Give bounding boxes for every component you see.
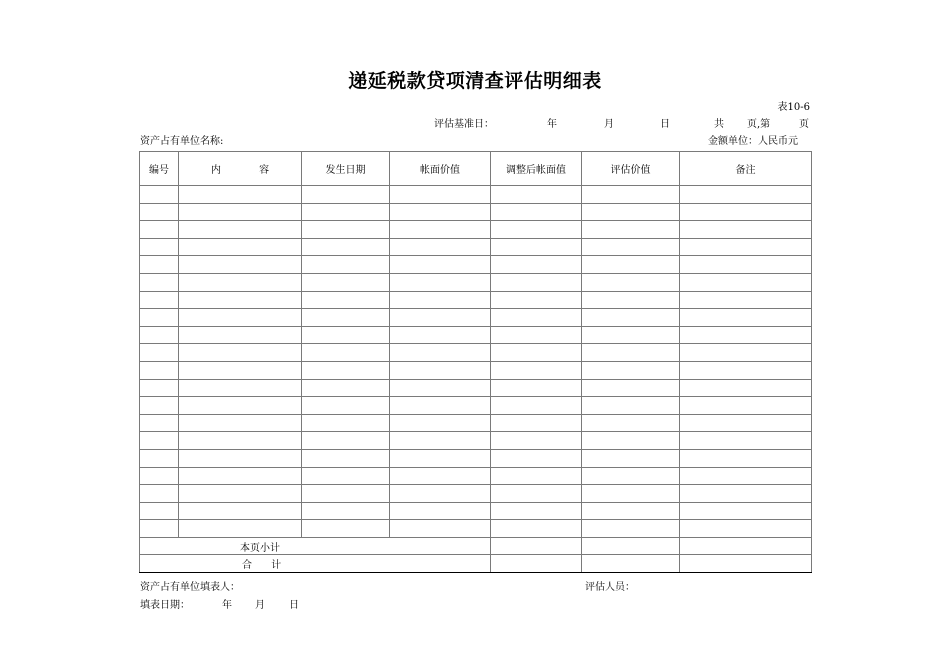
table-cell[interactable] <box>302 221 390 239</box>
table-cell[interactable] <box>302 361 390 379</box>
detail-table <box>139 151 812 573</box>
table-cell[interactable] <box>680 326 812 344</box>
table-row <box>140 467 812 485</box>
table-cell[interactable] <box>582 186 680 204</box>
column-header-book-value: 帐面价值 <box>390 152 491 186</box>
table-cell[interactable] <box>302 502 390 520</box>
table-cell[interactable] <box>302 203 390 221</box>
table-cell[interactable] <box>491 520 582 538</box>
table-cell[interactable] <box>680 238 812 256</box>
table-cell[interactable] <box>179 485 302 503</box>
table-cell[interactable] <box>302 238 390 256</box>
table-row <box>140 238 812 256</box>
table-cell[interactable] <box>390 414 491 432</box>
total-label: 合 计 <box>140 555 491 573</box>
table-cell[interactable] <box>582 537 680 555</box>
table-cell[interactable] <box>680 432 812 450</box>
table-row <box>140 273 812 291</box>
table-cell[interactable] <box>491 432 582 450</box>
table-cell[interactable] <box>179 238 302 256</box>
table-cell[interactable] <box>491 256 582 274</box>
table-cell[interactable] <box>491 485 582 503</box>
table-cell[interactable] <box>302 467 390 485</box>
table-cell[interactable] <box>680 485 812 503</box>
table-cell[interactable] <box>680 273 812 291</box>
table-cell[interactable] <box>680 397 812 415</box>
table-cell[interactable] <box>390 379 491 397</box>
table-cell[interactable] <box>680 186 812 204</box>
fill-date-year: 年 <box>222 600 232 611</box>
table-row <box>140 414 812 432</box>
table-cell[interactable] <box>390 309 491 327</box>
table-cell[interactable] <box>582 309 680 327</box>
eval-date-day: 日 <box>660 119 670 130</box>
table-cell[interactable] <box>179 291 302 309</box>
table-row <box>140 449 812 467</box>
table-cell[interactable] <box>302 414 390 432</box>
table-cell[interactable] <box>582 238 680 256</box>
table-cell[interactable] <box>302 432 390 450</box>
table-row <box>140 309 812 327</box>
table-cell[interactable] <box>582 273 680 291</box>
table-cell[interactable] <box>680 555 812 573</box>
table-number: 表10-6 <box>777 102 810 113</box>
table-cell[interactable] <box>140 449 179 467</box>
table-cell[interactable] <box>179 414 302 432</box>
table-cell[interactable] <box>491 186 582 204</box>
table-cell[interactable] <box>680 537 812 555</box>
table-cell[interactable] <box>390 203 491 221</box>
table-cell[interactable] <box>302 379 390 397</box>
table-cell[interactable] <box>680 256 812 274</box>
table-cell[interactable] <box>582 379 680 397</box>
table-row <box>140 485 812 503</box>
table-cell[interactable] <box>680 520 812 538</box>
table-row <box>140 432 812 450</box>
table-cell[interactable] <box>140 221 179 239</box>
table-cell[interactable] <box>140 273 179 291</box>
table-cell[interactable] <box>302 186 390 204</box>
table-cell[interactable] <box>491 326 582 344</box>
table-cell[interactable] <box>582 414 680 432</box>
table-row <box>140 344 812 362</box>
table-cell[interactable] <box>680 344 812 362</box>
table-body <box>140 186 812 573</box>
table-cell[interactable] <box>582 520 680 538</box>
table-cell[interactable] <box>140 467 179 485</box>
currency-unit: 金额单位：人民币元 <box>708 136 798 147</box>
table-cell[interactable] <box>582 467 680 485</box>
table-cell[interactable] <box>491 344 582 362</box>
table-cell[interactable] <box>390 326 491 344</box>
table-cell[interactable] <box>390 485 491 503</box>
table-cell[interactable] <box>140 238 179 256</box>
table-cell[interactable] <box>302 344 390 362</box>
table-cell[interactable] <box>680 291 812 309</box>
table-cell[interactable] <box>680 379 812 397</box>
table-cell[interactable] <box>680 309 812 327</box>
filler-label: 资产占有单位填表人： <box>140 582 240 593</box>
table-cell[interactable] <box>179 520 302 538</box>
table-cell[interactable] <box>140 520 179 538</box>
table-row <box>140 397 812 415</box>
column-header-adjusted-value: 调整后帐面值 <box>491 152 582 186</box>
table-cell[interactable] <box>302 291 390 309</box>
table-cell[interactable] <box>390 432 491 450</box>
table-cell[interactable] <box>179 221 302 239</box>
owner-name-label: 资产占有单位名称: <box>140 136 224 147</box>
page-label: 页 <box>799 119 809 130</box>
fill-date-day: 日 <box>289 600 299 611</box>
table-cell[interactable] <box>491 379 582 397</box>
table-cell[interactable] <box>680 361 812 379</box>
table-cell[interactable] <box>582 432 680 450</box>
table-cell[interactable] <box>680 449 812 467</box>
table-cell[interactable] <box>390 273 491 291</box>
table-cell[interactable] <box>179 203 302 221</box>
table-row <box>140 256 812 274</box>
table-cell[interactable] <box>582 203 680 221</box>
table-cell[interactable] <box>390 449 491 467</box>
table-cell[interactable] <box>582 449 680 467</box>
table-cell[interactable] <box>491 397 582 415</box>
table-cell[interactable] <box>140 502 179 520</box>
table-cell[interactable] <box>680 414 812 432</box>
eval-date-year: 年 <box>547 119 557 130</box>
table-cell[interactable] <box>302 520 390 538</box>
table-cell[interactable] <box>140 186 179 204</box>
table-cell[interactable] <box>582 397 680 415</box>
table-cell[interactable] <box>582 361 680 379</box>
table-cell[interactable] <box>140 203 179 221</box>
table-cell[interactable] <box>140 361 179 379</box>
fill-date-month: 月 <box>255 600 265 611</box>
table-cell[interactable] <box>302 485 390 503</box>
table-cell[interactable] <box>582 485 680 503</box>
table-row <box>140 520 812 538</box>
table-cell[interactable] <box>140 256 179 274</box>
table-cell[interactable] <box>491 502 582 520</box>
table-cell[interactable] <box>491 449 582 467</box>
table-cell[interactable] <box>582 502 680 520</box>
table-cell[interactable] <box>302 273 390 291</box>
table-cell[interactable] <box>390 467 491 485</box>
table-cell[interactable] <box>302 449 390 467</box>
table-cell[interactable] <box>491 537 582 555</box>
table-row <box>140 203 812 221</box>
table-cell[interactable] <box>582 344 680 362</box>
page-of-label: 页,第 <box>747 119 771 130</box>
table-row <box>140 186 812 204</box>
table-cell[interactable] <box>491 203 582 221</box>
table-cell[interactable] <box>582 326 680 344</box>
table-cell[interactable] <box>179 309 302 327</box>
table-row <box>140 361 812 379</box>
appraiser-label: 评估人员： <box>585 582 635 593</box>
table-row <box>140 379 812 397</box>
table-cell[interactable] <box>140 326 179 344</box>
page-title: 递延税款贷项清查评估明细表 <box>348 70 602 92</box>
table-cell[interactable] <box>140 397 179 415</box>
eval-date-month: 月 <box>604 119 614 130</box>
table-cell[interactable] <box>302 256 390 274</box>
table-cell[interactable] <box>491 361 582 379</box>
table-cell[interactable] <box>179 432 302 450</box>
fill-date-label: 填表日期： <box>140 600 190 611</box>
column-header-remarks: 备注 <box>680 152 812 186</box>
table-cell[interactable] <box>179 449 302 467</box>
table-cell[interactable] <box>582 291 680 309</box>
table-cell[interactable] <box>680 221 812 239</box>
column-header-content: 内 容 <box>179 152 302 186</box>
table-cell[interactable] <box>390 238 491 256</box>
table-cell[interactable] <box>582 256 680 274</box>
table-cell[interactable] <box>140 344 179 362</box>
table-cell[interactable] <box>582 555 680 573</box>
subtotal-label: 本页小计 <box>140 537 491 555</box>
table-header-row <box>140 152 812 186</box>
table-row <box>140 221 812 239</box>
table-cell[interactable] <box>179 379 302 397</box>
table-cell[interactable] <box>140 379 179 397</box>
table-cell[interactable] <box>390 256 491 274</box>
table-cell[interactable] <box>179 344 302 362</box>
table-cell[interactable] <box>140 432 179 450</box>
table-cell[interactable] <box>140 309 179 327</box>
table-row <box>140 291 812 309</box>
table-cell[interactable] <box>491 273 582 291</box>
table-cell[interactable] <box>491 238 582 256</box>
column-header-date: 发生日期 <box>302 152 390 186</box>
table-cell[interactable] <box>390 520 491 538</box>
table-cell[interactable] <box>390 291 491 309</box>
table-cell[interactable] <box>140 414 179 432</box>
table-cell[interactable] <box>179 502 302 520</box>
table-cell[interactable] <box>179 256 302 274</box>
column-header-appraised-value: 评估价值 <box>582 152 680 186</box>
column-header-number: 编号 <box>140 152 179 186</box>
table-cell[interactable] <box>179 326 302 344</box>
table-cell[interactable] <box>179 361 302 379</box>
table-cell[interactable] <box>140 291 179 309</box>
table-cell[interactable] <box>390 221 491 239</box>
table-cell[interactable] <box>390 361 491 379</box>
table-cell[interactable] <box>491 555 582 573</box>
subtotal-row <box>140 537 812 555</box>
eval-date-label: 评估基准日： <box>434 119 494 130</box>
table-cell[interactable] <box>491 291 582 309</box>
total-row <box>140 555 812 573</box>
table-cell[interactable] <box>140 485 179 503</box>
table-cell[interactable] <box>491 414 582 432</box>
table-cell[interactable] <box>302 397 390 415</box>
table-cell[interactable] <box>582 221 680 239</box>
table-cell[interactable] <box>390 397 491 415</box>
table-cell[interactable] <box>179 397 302 415</box>
table-cell[interactable] <box>491 467 582 485</box>
table-row <box>140 502 812 520</box>
table-cell[interactable] <box>390 186 491 204</box>
table-cell[interactable] <box>390 502 491 520</box>
table-cell[interactable] <box>491 309 582 327</box>
table-cell[interactable] <box>680 467 812 485</box>
table-cell[interactable] <box>390 344 491 362</box>
table-cell[interactable] <box>302 326 390 344</box>
table-cell[interactable] <box>302 309 390 327</box>
table-cell[interactable] <box>491 221 582 239</box>
table-cell[interactable] <box>179 273 302 291</box>
table-cell[interactable] <box>680 203 812 221</box>
table-cell[interactable] <box>179 186 302 204</box>
total-pages-label: 共 <box>714 119 724 130</box>
table-row <box>140 326 812 344</box>
table-cell[interactable] <box>680 502 812 520</box>
table-cell[interactable] <box>179 467 302 485</box>
